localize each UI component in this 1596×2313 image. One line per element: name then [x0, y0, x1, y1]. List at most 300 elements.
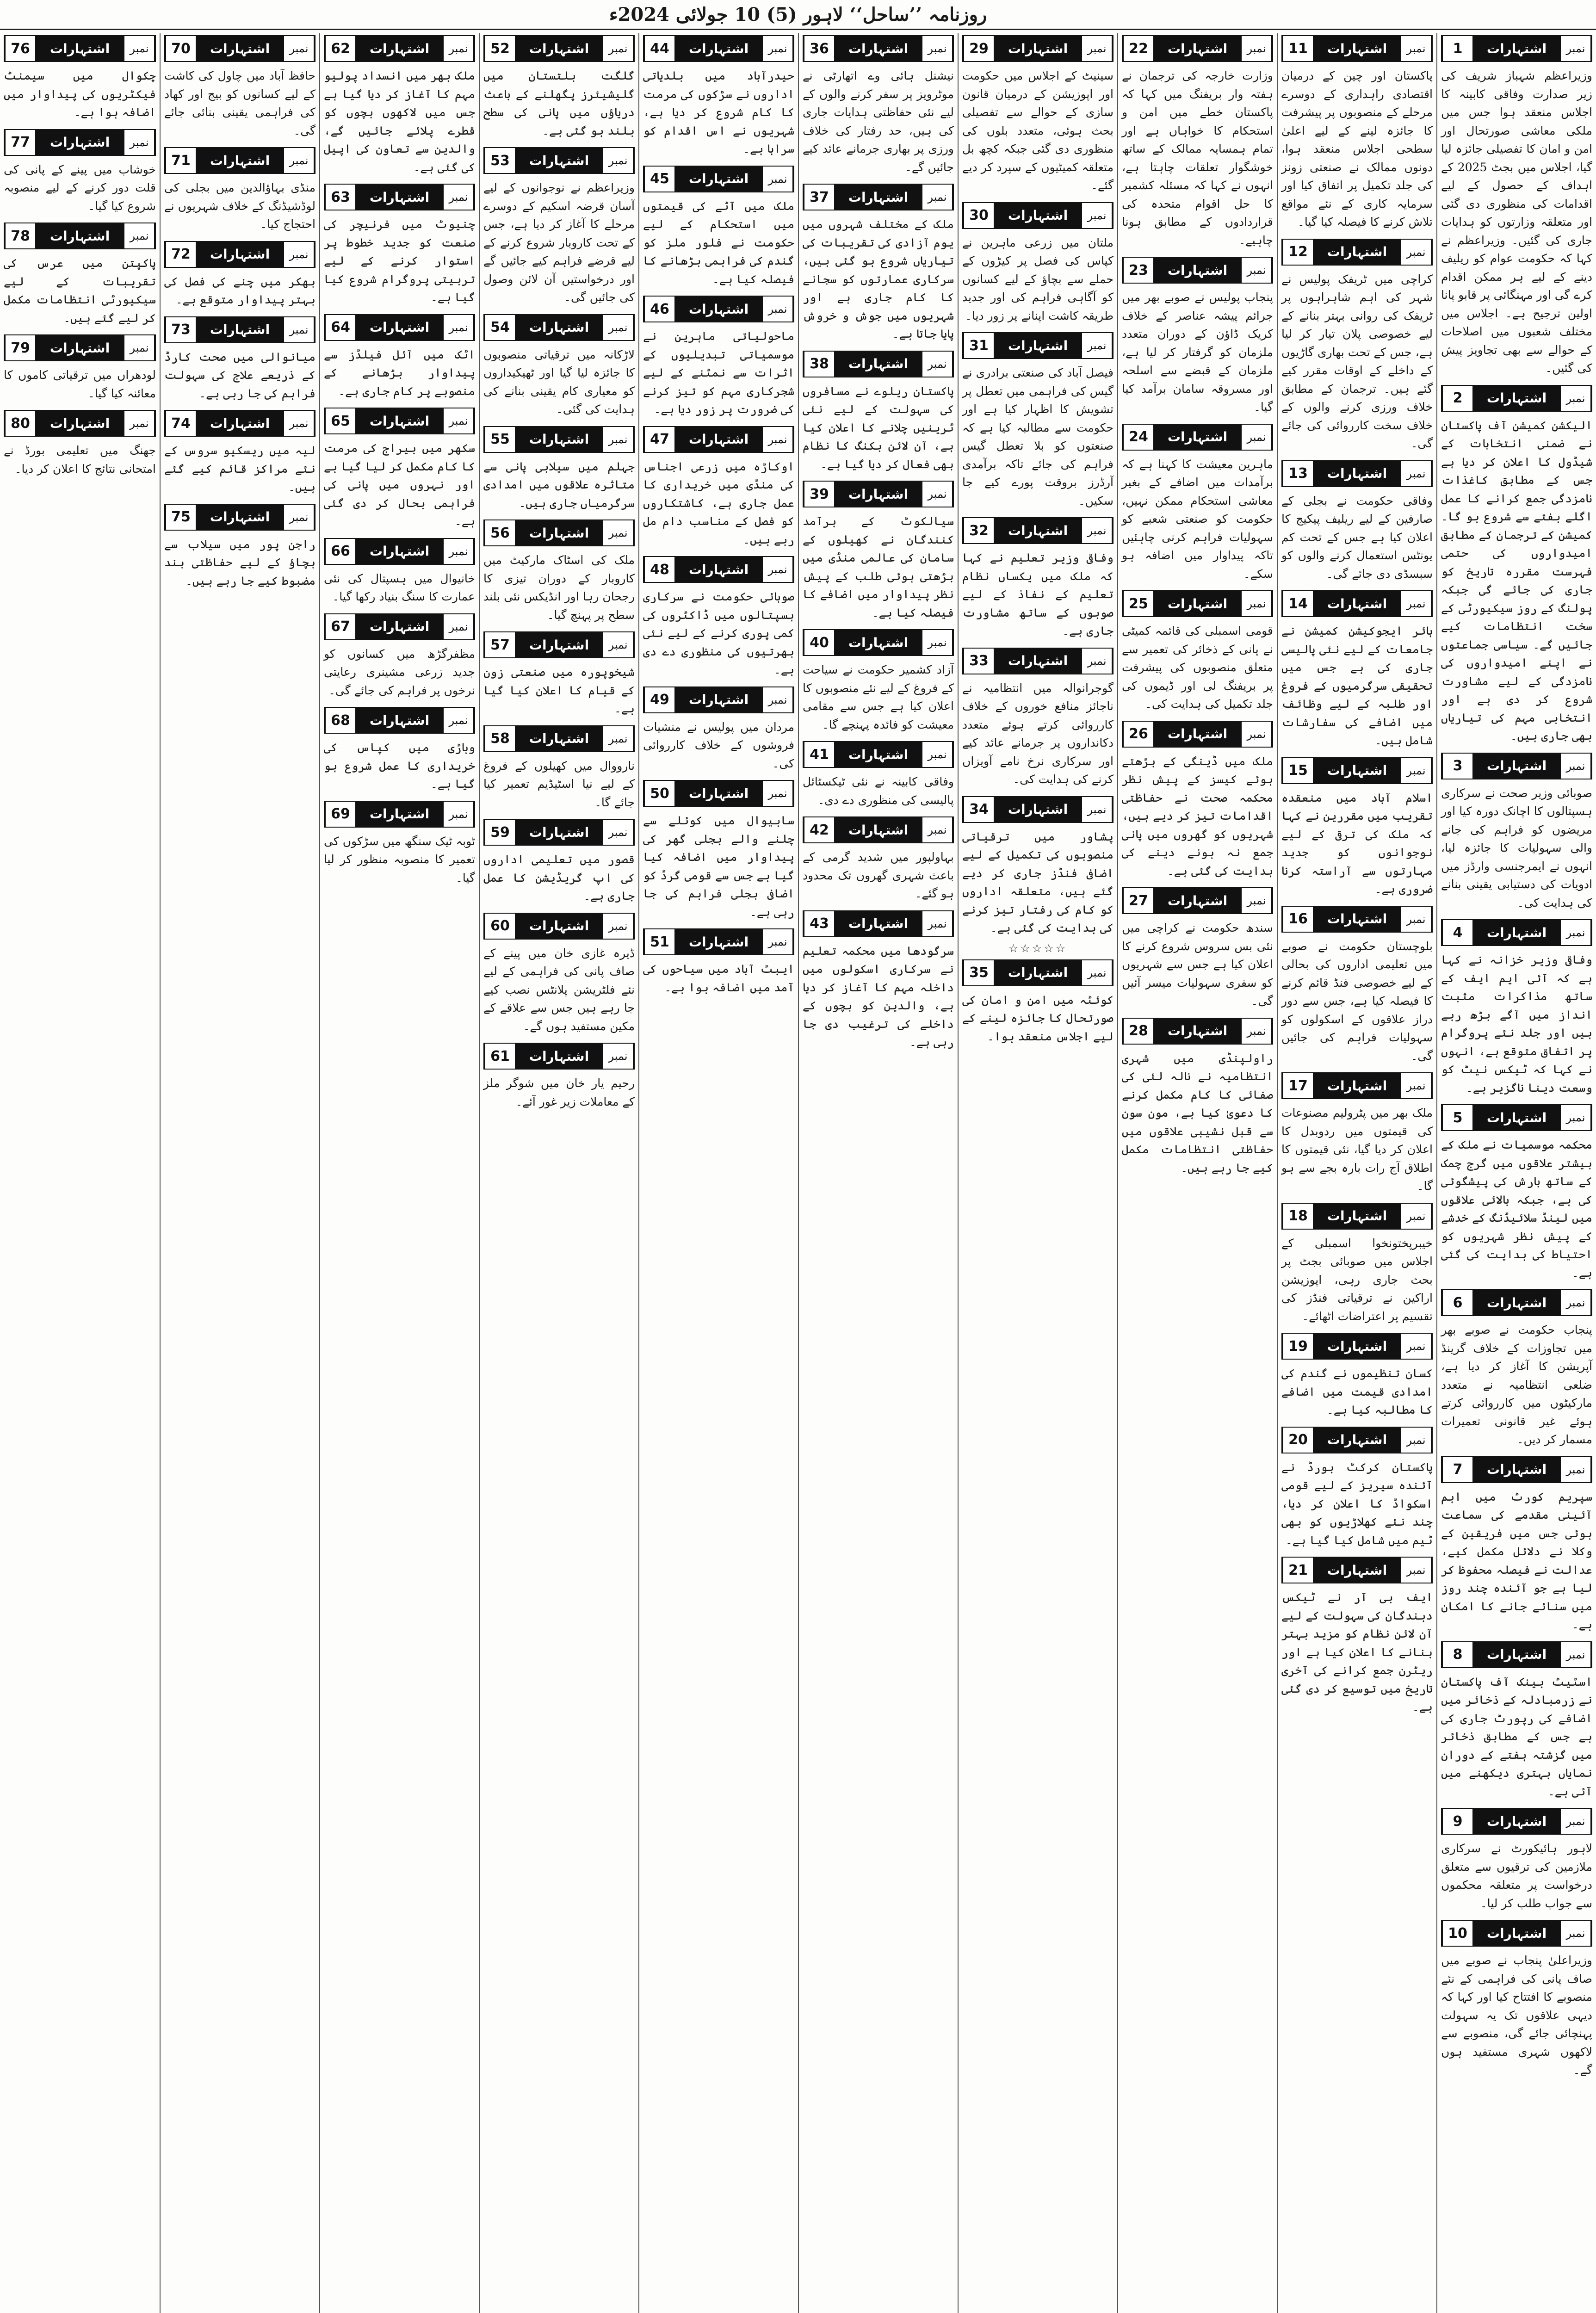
item-number: 10 — [1442, 1921, 1472, 1946]
item-text: مظفرگڑھ میں کسانوں کو جدید زرعی مشینری رعایتی نرخوں پر فراہم کی جائے گی۔ — [324, 647, 475, 697]
item-tag: نمبر — [284, 317, 315, 342]
item-text: لودھراں میں ترقیاتی کاموں کا معائنہ کیا گیا۔ — [4, 368, 156, 400]
item-number: 40 — [804, 630, 834, 655]
item-tag: نمبر — [1401, 1558, 1432, 1583]
item-number: 31 — [963, 333, 994, 358]
news-item — [483, 35, 635, 140]
item-label: اشتہارات — [1472, 386, 1561, 411]
item-ribbon — [1441, 385, 1592, 412]
item-ribbon — [1122, 35, 1273, 62]
item-ribbon — [962, 517, 1113, 544]
item-label: اشتہارات — [1313, 240, 1401, 265]
item-number: 67 — [325, 614, 355, 639]
item-number: 19 — [1282, 1334, 1313, 1359]
item-label: اشتہارات — [994, 960, 1082, 985]
item-tag: نمبر — [444, 539, 474, 564]
item-label: اشتہارات — [1153, 36, 1242, 61]
news-item — [1122, 257, 1273, 416]
item-label: اشتہارات — [1153, 258, 1242, 283]
item-tag: نمبر — [1401, 758, 1432, 783]
item-number: 45 — [644, 167, 674, 192]
item-number: 14 — [1282, 591, 1313, 616]
item-label: اشتہارات — [834, 911, 922, 936]
news-item — [4, 334, 156, 402]
item-tag: نمبر — [1401, 1334, 1432, 1359]
item-tag: نمبر — [763, 781, 793, 806]
column-4 — [958, 33, 1117, 2313]
item-label: اشتہارات — [1472, 1809, 1561, 1834]
item-ribbon — [1122, 257, 1273, 284]
news-item — [1122, 35, 1273, 249]
item-tag: نمبر — [603, 36, 634, 61]
item-text: وہاڑی میں کپاس کی خریداری کا عمل شروع ہو گیا ہے۔ — [324, 741, 475, 791]
column-9 — [160, 33, 319, 2313]
item-tag: نمبر — [1082, 797, 1113, 822]
item-number: 17 — [1282, 1073, 1313, 1098]
item-number: 8 — [1442, 1642, 1472, 1667]
item-label: اشتہارات — [674, 167, 763, 192]
item-tag: نمبر — [603, 632, 634, 657]
item-label: اشتہارات — [196, 242, 284, 267]
item-number: 43 — [804, 911, 834, 936]
item-label: اشتہارات — [834, 482, 922, 507]
item-ribbon — [483, 819, 635, 846]
item-ribbon — [324, 707, 475, 734]
item-number: 63 — [325, 185, 355, 210]
item-ribbon — [803, 481, 954, 507]
item-text: لاہور ہائیکورٹ نے سرکاری ملازمین کی ترقیوں سے متعلق درخواست پر متعلقہ محکموں سے جواب طلب کر لیا۔ — [1441, 1842, 1592, 1910]
item-text: آزاد کشمیر حکومت نے سیاحت کے فروغ کے لیے نئے منصوبوں کا اعلان کیا ہے جس سے مقامی معیشت کو فائدہ پہنچے گا۔ — [803, 663, 954, 731]
item-tag: نمبر — [1561, 754, 1591, 779]
item-text: بہاولپور میں شدید گرمی کے باعث شہری گھروں تک محدود ہو گئے۔ — [803, 850, 954, 900]
item-label: اشتہارات — [515, 1044, 603, 1069]
item-number: 11 — [1282, 36, 1313, 61]
item-ribbon — [1441, 1289, 1592, 1316]
news-item — [1281, 906, 1433, 1065]
item-number: 71 — [165, 148, 196, 173]
item-ribbon — [1441, 753, 1592, 779]
item-number: 54 — [484, 315, 515, 340]
item-number: 48 — [644, 557, 674, 582]
item-ribbon — [1281, 1333, 1433, 1360]
item-ribbon — [164, 504, 315, 531]
news-item — [164, 410, 315, 496]
news-item — [1281, 1072, 1433, 1195]
news-item — [1281, 1427, 1433, 1550]
item-text: مردان میں پولیس نے منشیات فروشوں کے خلاف کارروائی کی۔ — [643, 720, 794, 770]
news-item — [324, 538, 475, 606]
item-text: الیکشن کمیشن آف پاکستان نے ضمنی انتخابات کے شیڈول کا اعلان کر دیا ہے جس کے مطابق کاغذات نامزدگی جمع کرانے کا عمل اگلے ہفتے سے شروع ہو گا۔ کمیشن کے ترجمان کے مطابق امیدواروں کی حتمی فہرست مقررہ تاریخ کو جاری کی جائے گی جبکہ پولنگ کے روز سیکیورٹی کے سخت انتظامات کیے جائیں گے۔ سیاسی جماعتوں نے اپنے امیدواروں کی نامزدگی کے لیے مشاورت شروع کر دی ہے اور انتخابی مہم کی تیاریاں بھی جاری ہیں۔ — [1441, 418, 1592, 742]
item-tag: نمبر — [1561, 36, 1591, 61]
item-tag: نمبر — [124, 335, 155, 360]
news-item — [1281, 35, 1433, 231]
item-text: پاکستان ریلوے نے مسافروں کی سہولت کے لیے نئی ٹرینیں چلانے کا اعلان کیا ہے، آن لائن بکنگ کا نظام بھی فعال کر دیا گیا ہے۔ — [803, 384, 954, 471]
item-ribbon — [324, 35, 475, 62]
item-text: ساہیوال میں کوئلے سے چلنے والے بجلی گھر کی پیداوار میں اضافہ کیا گیا ہے جس سے قومی گرڈ کو اضافی بجلی فراہم کی جا رہی ہے۔ — [643, 814, 794, 919]
item-label: اشتہارات — [355, 708, 444, 733]
item-tag: نمبر — [1561, 1642, 1591, 1667]
item-number: 51 — [644, 929, 674, 954]
item-label: اشتہارات — [355, 802, 444, 827]
item-text: میانوالی میں صحت کارڈ کے ذریعے علاج کی سہولت فراہم کی جا رہی ہے۔ — [164, 350, 315, 400]
item-text: ملک بھر میں انسداد پولیو مہم کا آغاز کر دیا گیا ہے جس میں لاکھوں بچوں کو قطرے پلائے جائیں گے، والدین سے تعاون کی اپیل کی گئی ہے۔ — [324, 69, 475, 174]
item-ribbon — [962, 202, 1113, 229]
item-text: اوکاڑہ میں زرعی اجناس کی منڈی میں خریداری کا عمل جاری ہے، کاشتکاروں کو فصل کے مناسب دام مل رہے ہیں۔ — [643, 459, 794, 546]
news-item — [803, 35, 954, 176]
item-text: ملک میں آٹے کی قیمتوں میں استحکام کے لیے حکومت نے فلور ملز کو گندم کی فراہمی بڑھانے کا فیصلہ کیا ہے۔ — [643, 199, 794, 286]
item-number: 34 — [963, 797, 994, 822]
column-6 — [638, 33, 798, 2313]
item-number: 52 — [484, 36, 515, 61]
item-text: پاکستان کرکٹ بورڈ نے آئندہ سیریز کے لیے قومی اسکواڈ کا اعلان کر دیا، چند نئے کھلاڑیوں کو بھی ٹیم میں شامل کیا گیا ہے۔ — [1281, 1460, 1433, 1547]
news-item — [1281, 1557, 1433, 1716]
item-ribbon — [483, 35, 635, 62]
news-item — [1441, 385, 1592, 745]
item-ribbon — [164, 35, 315, 62]
item-number: 55 — [484, 427, 515, 452]
item-ribbon — [962, 648, 1113, 674]
item-ribbon — [4, 334, 156, 361]
item-number: 35 — [963, 960, 994, 985]
item-tag: نمبر — [284, 36, 315, 61]
item-tag: نمبر — [763, 557, 793, 582]
news-item — [803, 629, 954, 734]
news-item — [962, 959, 1113, 1046]
item-tag: نمبر — [763, 687, 793, 712]
item-tag: نمبر — [444, 614, 474, 639]
item-text: بھکر میں چنے کی فصل کی بہتر پیداوار متوقع ہے۔ — [164, 274, 315, 306]
item-number: 76 — [5, 36, 35, 61]
item-text: سیالکوٹ کے برآمد کنندگان نے کھیلوں کے سامان کی عالمی منڈی میں بڑھتی ہوئی طلب کے پیش نظر پیداوار میں اضافے کا فیصلہ کیا ہے۔ — [803, 514, 954, 619]
item-number: 9 — [1442, 1809, 1472, 1834]
item-text: اسلام آباد میں منعقدہ تقریب میں مقررین نے کہا کہ ملک کی ترقی کے لیے نوجوانوں کو جدید مہارتوں سے آراستہ کرنا ضروری ہے۔ — [1281, 791, 1433, 896]
item-label: اشتہارات — [1153, 1019, 1242, 1044]
item-ribbon — [164, 316, 315, 343]
item-text: چنیوٹ میں فرنیچر کی صنعت کو جدید خطوط پر استوار کرنے کے لیے تربیتی پروگرام شروع کیا گیا ہے۔ — [324, 217, 475, 304]
item-tag: نمبر — [1082, 36, 1113, 61]
news-item — [164, 241, 315, 309]
column-10 — [0, 33, 160, 2313]
item-label: اشتہارات — [1313, 1428, 1401, 1453]
item-text: ماہرین معیشت کا کہنا ہے کہ برآمدات میں اضافے کے بغیر معاشی استحکام ممکن نہیں، حکومت کو صنعتی شعبے کو سہولیات فراہم کرنی چاہئیں تاکہ پیداوار میں اضافہ ہو سکے۔ — [1122, 457, 1273, 581]
item-label: اشتہارات — [1472, 1921, 1561, 1946]
item-text: راولپنڈی میں شہری انتظامیہ نے نالہ لئی کی صفائی کا کام مکمل کرنے کا دعویٰ کیا ہے، مون سون سے قبل نشیبی علاقوں میں حفاظتی انتظامات مکمل کیے جا رہے ہیں۔ — [1122, 1051, 1273, 1175]
item-label: اشتہارات — [674, 297, 763, 322]
item-text: وفاقی وزیر تعلیم نے کہا کہ ملک میں یکساں نظام تعلیم کے نفاذ کے لیے صوبوں کے ساتھ مشاورت جاری ہے۔ — [962, 551, 1113, 637]
item-label: اشتہارات — [1313, 461, 1401, 486]
news-item — [1281, 590, 1433, 750]
item-tag: نمبر — [1242, 258, 1272, 283]
item-label: اشتہارات — [1472, 1457, 1561, 1482]
item-label: اشتہارات — [674, 687, 763, 712]
item-tag: نمبر — [763, 297, 793, 322]
item-number: 4 — [1442, 920, 1472, 945]
item-tag: نمبر — [124, 411, 155, 436]
item-label: اشتہارات — [515, 726, 603, 751]
item-number: 3 — [1442, 754, 1472, 779]
item-tag: نمبر — [603, 148, 634, 173]
item-label: اشتہارات — [994, 518, 1082, 543]
item-label: اشتہارات — [1472, 1642, 1561, 1667]
item-label: اشتہارات — [1313, 907, 1401, 932]
item-number: 77 — [5, 130, 35, 155]
news-item — [1122, 887, 1273, 1010]
item-label: اشتہارات — [196, 36, 284, 61]
item-tag: نمبر — [124, 130, 155, 155]
item-text: ملک کی اسٹاک مارکیٹ میں کاروبار کے دوران تیزی کا رجحان رہا اور انڈیکس نئی بلند سطح پر پہنچ گیا۔ — [483, 553, 635, 622]
item-number: 75 — [165, 505, 196, 530]
item-number: 66 — [325, 539, 355, 564]
item-label: اشتہارات — [994, 333, 1082, 358]
item-text: پنجاب حکومت نے صوبے بھر میں تجاوزات کے خلاف گرینڈ آپریشن کا آغاز کر دیا ہے، ضلعی انتظامیہ نے متعدد مارکیٹوں میں کارروائی کرتے ہوئے غیر قانونی تعمیرات مسمار کر دیں۔ — [1441, 1323, 1592, 1446]
news-item — [803, 481, 954, 622]
item-ribbon — [962, 35, 1113, 62]
item-tag: نمبر — [1561, 1105, 1591, 1130]
newspaper-page — [0, 33, 1596, 2313]
item-tag: نمبر — [444, 802, 474, 827]
star-divider: ☆☆☆☆☆ — [1008, 941, 1068, 955]
item-ribbon — [4, 410, 156, 437]
item-text: کراچی میں ٹریفک پولیس نے شہر کی اہم شاہراہوں پر ٹریفک کی روانی بہتر بنانے کے لیے خصوصی پلان تیار کر لیا ہے، جس کے تحت بھاری گاڑیوں کے داخلے کے اوقات مقرر کیے گئے ہیں۔ ترجمان کے مطابق خلاف ورزی کرنے والوں کے خلاف سخت کارروائی کی جائے گی۔ — [1281, 272, 1433, 450]
news-item — [4, 223, 156, 327]
item-label: اشتہارات — [355, 36, 444, 61]
item-text: ہائر ایجوکیشن کمیشن نے جامعات کے لیے نئی پالیسی جاری کی ہے جس میں تحقیقی سرگرمیوں کے فروغ اور طلبہ کے لیے وظائف میں اضافے کی سفارشات شامل ہیں۔ — [1281, 624, 1433, 747]
item-number: 24 — [1123, 425, 1153, 450]
item-text: نیشنل ہائی وے اتھارٹی نے موٹرویز پر سفر کرنے والوں کے لیے نئی حفاظتی ہدایات جاری کی ہیں، حد رفتار کی خلاف ورزی پر بھاری جرمانے عائد کیے جائیں گے۔ — [803, 69, 954, 174]
news-item — [483, 1043, 635, 1111]
item-text: فیصل آباد کی صنعتی برادری نے گیس کی فراہمی میں تعطل پر تشویش کا اظہار کیا ہے اور حکومت سے مطالبہ کیا ہے کہ صنعتوں کو بلا تعطل گیس فراہم کی جائے تاکہ برآمدی آرڈرز بروقت پورے کیے جا سکیں۔ — [962, 366, 1113, 507]
item-text: ٹوبہ ٹیک سنگھ میں سڑکوں کی تعمیر کا منصوبہ منظور کر لیا گیا۔ — [324, 834, 475, 884]
item-tag: نمبر — [1242, 722, 1272, 747]
item-ribbon — [1281, 35, 1433, 62]
item-label: اشتہارات — [35, 130, 124, 155]
item-ribbon — [803, 35, 954, 62]
item-text: گلگت بلتستان میں گلیشیئرز پگھلنے کے باعث دریاؤں میں پانی کی سطح بلند ہو گئی ہے۔ — [483, 69, 635, 137]
item-number: 58 — [484, 726, 515, 751]
masthead-title: روزنامہ ’’ساحل‘‘ لاہور (5) 10 جولائی 2024ء — [609, 3, 987, 25]
item-label: اشتہارات — [355, 539, 444, 564]
news-item — [1441, 1104, 1592, 1282]
item-number: 68 — [325, 708, 355, 733]
item-tag: نمبر — [603, 1044, 634, 1069]
item-ribbon — [1281, 757, 1433, 784]
news-item — [803, 184, 954, 343]
item-ribbon — [1441, 1808, 1592, 1835]
item-number: 53 — [484, 148, 515, 173]
item-number: 23 — [1123, 258, 1153, 283]
item-tag: نمبر — [603, 315, 634, 340]
item-tag: نمبر — [603, 726, 634, 751]
item-tag: نمبر — [1561, 1921, 1591, 1946]
news-item — [1122, 1018, 1273, 1177]
item-label: اشتہارات — [994, 36, 1082, 61]
news-item — [324, 707, 475, 793]
item-label: اشتہارات — [196, 148, 284, 173]
item-label: اشتہارات — [515, 315, 603, 340]
item-ribbon — [1441, 919, 1592, 946]
item-number: 28 — [1123, 1019, 1153, 1044]
item-ribbon — [1441, 35, 1592, 62]
item-ribbon — [483, 426, 635, 453]
item-ribbon — [324, 184, 475, 210]
item-tag: نمبر — [124, 36, 155, 61]
item-tag: نمبر — [444, 36, 474, 61]
item-ribbon — [1441, 1456, 1592, 1483]
column-7 — [479, 33, 638, 2313]
item-label: اشتہارات — [35, 223, 124, 248]
item-tag: نمبر — [1242, 1019, 1272, 1044]
item-ribbon — [164, 410, 315, 437]
news-item — [803, 351, 954, 474]
news-item — [324, 613, 475, 700]
item-number: 73 — [165, 317, 196, 342]
item-tag: نمبر — [603, 914, 634, 939]
item-ribbon — [483, 913, 635, 940]
item-number: 21 — [1282, 1558, 1313, 1583]
news-item — [324, 314, 475, 401]
news-item — [1281, 239, 1433, 453]
news-item — [643, 166, 794, 289]
item-ribbon — [962, 796, 1113, 823]
item-tag: نمبر — [1401, 1428, 1432, 1453]
news-item — [1281, 460, 1433, 583]
news-item — [324, 184, 475, 307]
item-label: اشتہارات — [1472, 754, 1561, 779]
item-text: قومی اسمبلی کی قائمہ کمیٹی نے پانی کے ذخائر کی تعمیر سے متعلق منصوبوں کی پیشرفت پر بریفنگ لی اور ڈیموں کی جلد تکمیل کی ہدایت کی۔ — [1122, 624, 1273, 711]
news-item — [483, 147, 635, 307]
item-tag: نمبر — [1561, 386, 1591, 411]
item-ribbon — [1441, 1104, 1592, 1131]
news-item — [483, 426, 635, 513]
item-ribbon — [643, 296, 794, 322]
item-number: 36 — [804, 36, 834, 61]
news-item — [1441, 919, 1592, 1097]
item-tag: نمبر — [922, 911, 953, 936]
news-item — [483, 519, 635, 624]
column-3 — [1117, 33, 1277, 2313]
item-text: وفاقی وزیر خزانہ نے کہا ہے کہ آئی ایم ایف کے ساتھ مذاکرات مثبت انداز میں آگے بڑھ رہے ہیں اور جلد نئے پروگرام پر اتفاق متوقع ہے، انہوں نے کہا کہ ٹیکس نیٹ کو وسعت دینا ناگزیر ہے۔ — [1441, 953, 1592, 1095]
item-ribbon — [1281, 239, 1433, 266]
item-tag: نمبر — [1242, 36, 1272, 61]
item-tag: نمبر — [1401, 461, 1432, 486]
item-label: اشتہارات — [1313, 36, 1401, 61]
item-tag: نمبر — [763, 427, 793, 452]
item-tag: نمبر — [284, 411, 315, 436]
item-number: 80 — [5, 411, 35, 436]
item-label: اشتہارات — [1313, 1204, 1401, 1229]
item-label: اشتہارات — [1153, 722, 1242, 747]
item-text: کوئٹہ میں امن و امان کی صورتحال کا جائزہ لینے کے لیے اجلاس منعقد ہوا۔ — [962, 993, 1113, 1043]
news-item — [483, 725, 635, 812]
item-text: وفاقی حکومت نے بجلی کے صارفین کے لیے ریلیف پیکیج کا اعلان کیا ہے جس کے تحت کم یونٹس استعمال کرنے والوں کو سبسڈی دی جائے گی۔ — [1281, 494, 1433, 581]
item-number: 6 — [1442, 1290, 1472, 1315]
item-label: اشتہارات — [1472, 1105, 1561, 1130]
news-item — [4, 410, 156, 478]
item-text: پنجاب پولیس نے صوبے بھر میں جرائم پیشہ عناصر کے خلاف کریک ڈاؤن کے دوران متعدد ملزمان کو گرفتار کر لیا ہے، ملزمان کے قبضے سے اسلحہ اور مسروقہ سامان برآمد کیا گیا۔ — [1122, 291, 1273, 414]
item-label: اشتہارات — [515, 36, 603, 61]
item-number: 47 — [644, 427, 674, 452]
item-number: 42 — [804, 817, 834, 842]
item-text: حیدرآباد میں بلدیاتی اداروں نے سڑکوں کی مرمت کا کام شروع کر دیا ہے، شہریوں نے اس اقدام کو سراہا ہے۔ — [643, 69, 794, 155]
item-ribbon — [164, 147, 315, 174]
item-number: 20 — [1282, 1428, 1313, 1453]
news-item — [643, 686, 794, 773]
item-number: 49 — [644, 687, 674, 712]
news-item — [4, 35, 156, 122]
item-tag: نمبر — [1561, 1457, 1591, 1482]
item-label: اشتہارات — [1153, 888, 1242, 913]
item-label: اشتہارات — [515, 632, 603, 657]
item-tag: نمبر — [763, 167, 793, 192]
item-ribbon — [483, 1043, 635, 1070]
item-label: اشتہارات — [355, 185, 444, 210]
item-number: 5 — [1442, 1105, 1472, 1130]
news-item — [4, 129, 156, 216]
item-ribbon — [643, 928, 794, 955]
item-tag: نمبر — [922, 630, 953, 655]
item-label: اشتہارات — [35, 36, 124, 61]
item-tag: نمبر — [444, 315, 474, 340]
item-number: 61 — [484, 1044, 515, 1069]
item-text: وزیراعلیٰ پنجاب نے صوبے میں صاف پانی کی فراہمی کے نئے منصوبے کا افتتاح کیا اور کہا کہ دیہی علاقوں تک یہ سہولت پہنچائی جائے گی، منصوبے سے لاکھوں شہری مستفید ہوں گے۔ — [1441, 1954, 1592, 2077]
item-number: 60 — [484, 914, 515, 939]
item-number: 1 — [1442, 36, 1472, 61]
item-number: 29 — [963, 36, 994, 61]
item-text: ملک میں ڈینگی کے بڑھتے ہوئے کیسز کے پیش نظر محکمہ صحت نے حفاظتی اقدامات تیز کر دیے ہیں، شہریوں کو گھروں میں پانی جمع نہ ہونے دینے کی ہدایت کی گئی ہے۔ — [1122, 754, 1273, 878]
news-item — [483, 631, 635, 718]
item-number: 44 — [644, 36, 674, 61]
item-text: قصور میں تعلیمی اداروں کی اپ گریڈیشن کا عمل جاری ہے۔ — [483, 853, 635, 903]
item-tag: نمبر — [922, 185, 953, 210]
item-label: اشتہارات — [1472, 36, 1561, 61]
item-tag: نمبر — [1082, 333, 1113, 358]
item-number: 79 — [5, 335, 35, 360]
item-ribbon — [1281, 906, 1433, 933]
item-ribbon — [803, 741, 954, 768]
item-text: اٹک میں آئل فیلڈز سے پیداوار بڑھانے کے منصوبے پر کام جاری ہے۔ — [324, 347, 475, 398]
item-label: اشتہارات — [1313, 591, 1401, 616]
news-item — [483, 913, 635, 1036]
item-tag: نمبر — [284, 505, 315, 530]
item-text: لیہ میں ریسکیو سروس کے نئے مراکز قائم کیے گئے ہیں۔ — [164, 444, 315, 494]
item-ribbon — [803, 351, 954, 377]
item-label: اشتہارات — [515, 148, 603, 173]
item-tag: نمبر — [1401, 907, 1432, 932]
item-text: پاکستان اور چین کے درمیان اقتصادی راہداری کے دوسرے مرحلے کے منصوبوں پر پیشرفت کا جائزہ لینے کے لیے اعلیٰ سطحی اجلاس منعقد ہوا، دونوں ممالک نے صنعتی زونز کی جلد تکمیل پر اتفاق کیا اور سرمایہ کاری کے نئے مواقع تلاش کرنے کا فیصلہ کیا گیا۔ — [1281, 69, 1433, 229]
item-ribbon — [1281, 590, 1433, 617]
item-tag: نمبر — [444, 185, 474, 210]
item-text: سپریم کورٹ میں اہم آئینی مقدمے کی سماعت ہوئی جس میں فریقین کے وکلا نے دلائل مکمل کیے، عدالت نے فیصلہ محفوظ کر لیا ہے جو آئندہ چند روز میں سنائے جانے کا امکان ہے۔ — [1441, 1490, 1592, 1631]
item-ribbon — [4, 223, 156, 249]
item-label: اشتہارات — [994, 203, 1082, 228]
news-item — [643, 426, 794, 549]
item-ribbon — [1281, 1072, 1433, 1099]
item-tag: نمبر — [1401, 591, 1432, 616]
item-label: اشتہارات — [1472, 1290, 1561, 1315]
item-label: اشتہارات — [674, 36, 763, 61]
item-label: اشتہارات — [674, 427, 763, 452]
item-number: 46 — [644, 297, 674, 322]
item-label: اشتہارات — [674, 929, 763, 954]
news-item — [1122, 424, 1273, 583]
news-item — [643, 556, 794, 679]
news-item — [1441, 1456, 1592, 1634]
item-number: 38 — [804, 352, 834, 377]
column-2 — [1277, 33, 1436, 2313]
item-text: جھنگ میں تعلیمی بورڈ نے امتحانی نتائج کا اعلان کر دیا۔ — [4, 444, 156, 476]
item-tag: نمبر — [1561, 920, 1591, 945]
item-ribbon — [324, 613, 475, 640]
